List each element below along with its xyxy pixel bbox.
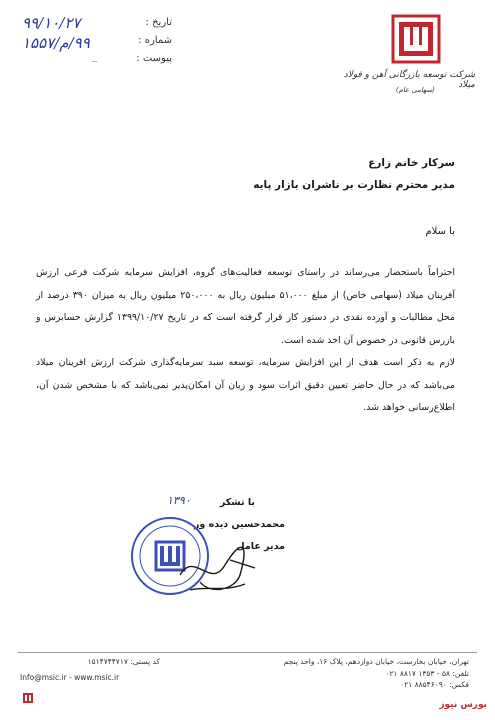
footer-divider (18, 652, 477, 653)
body-paragraph: احتراماً باستحضار می‌رساند در راستای توسعه فعالیت‌های گروه، افزایش سرمایه شرکت فرعی ارزش آفرینان میلاد (سهامی خاص) از مبلغ ۵۱،۰۰۰ میلیون ریال به ۲۵۰،۰۰۰ میلیون ریال به میزان ۳۹۰ درصد از محل مطالبات و آورده نقدی در دستور کار قرار گرفته است که در تاریخ ۱۳۹۹/۱۰/۲۷ گزارش حسابرس و بازرس قانونی در خصوص آن اخذ شده است. (36, 267, 456, 346)
addressee-title: مدیر محترم نظارت بر ناشران بازار پایه (253, 179, 455, 191)
handwritten-year: ۱۳۹۰ (167, 494, 191, 507)
footer-phone: تلفن: ۵۸ - ۱۳۵۳ ۸۸۱۷ ۰۲۱ (385, 668, 469, 678)
letter-meta (22, 14, 172, 68)
web-address: Info@msic.ir - www.msic.ir (20, 672, 120, 682)
addressee (253, 152, 455, 196)
attachment-row (22, 50, 172, 68)
date-row (22, 14, 172, 32)
footer-contact (284, 656, 469, 691)
date-label: تاریخ : (145, 17, 172, 28)
attachment-value: _ (92, 51, 97, 62)
letter-body (36, 262, 455, 420)
postal-code: کد پستی: ۱۵۱۴۷۴۴۷۱۷ (87, 657, 160, 666)
company-type: (سهامی عام) (395, 86, 435, 94)
number-label: شماره : (138, 35, 172, 46)
company-name: شرکت توسعه بازرگانی آهن و فولاد میلاد (343, 70, 475, 90)
body-paragraph: لازم به ذکر است هدف از این افزایش سرمایه، توسعه سبد سرمایه‌گذاری شرکت ارزش افرینان میلاد می‌باشد که در حال حاضر تعیین دقیق اثرات سود و زیان آن امکان‌پذیر نمی‌باشد که با مشخص شدن آن، اطلاع‌رسانی خواهد شد. (36, 357, 455, 413)
footer-info (20, 656, 160, 683)
number-value: ۹۹/م/۱۵۵۷ (22, 34, 90, 52)
attachment-label: پیوست : (136, 53, 172, 64)
source-watermark: بورس نیوز (439, 700, 487, 710)
company-logo (385, 14, 447, 66)
addressee-name: سرکار خانم زارع (368, 157, 455, 169)
signer-title: مدیر عامل (236, 541, 285, 552)
footer-logo-icon (22, 692, 34, 704)
date-value: ۹۹/۱۰/۲۷ (22, 14, 81, 32)
footer-address: تهران، خیابان بخارست، خیابان دوازدهم، پلاک ۱۶، واحد پنجم (283, 657, 469, 666)
handwritten-signature (170, 520, 270, 600)
footer-fax: فکس: ۸۸۵۴۶۰۹۰ ۰۲۱ (400, 680, 469, 689)
greeting: با سلام (425, 226, 455, 237)
signer-name: محمدحسین دیده ور (193, 519, 285, 530)
closing-thanks: با تشکر (219, 497, 255, 508)
